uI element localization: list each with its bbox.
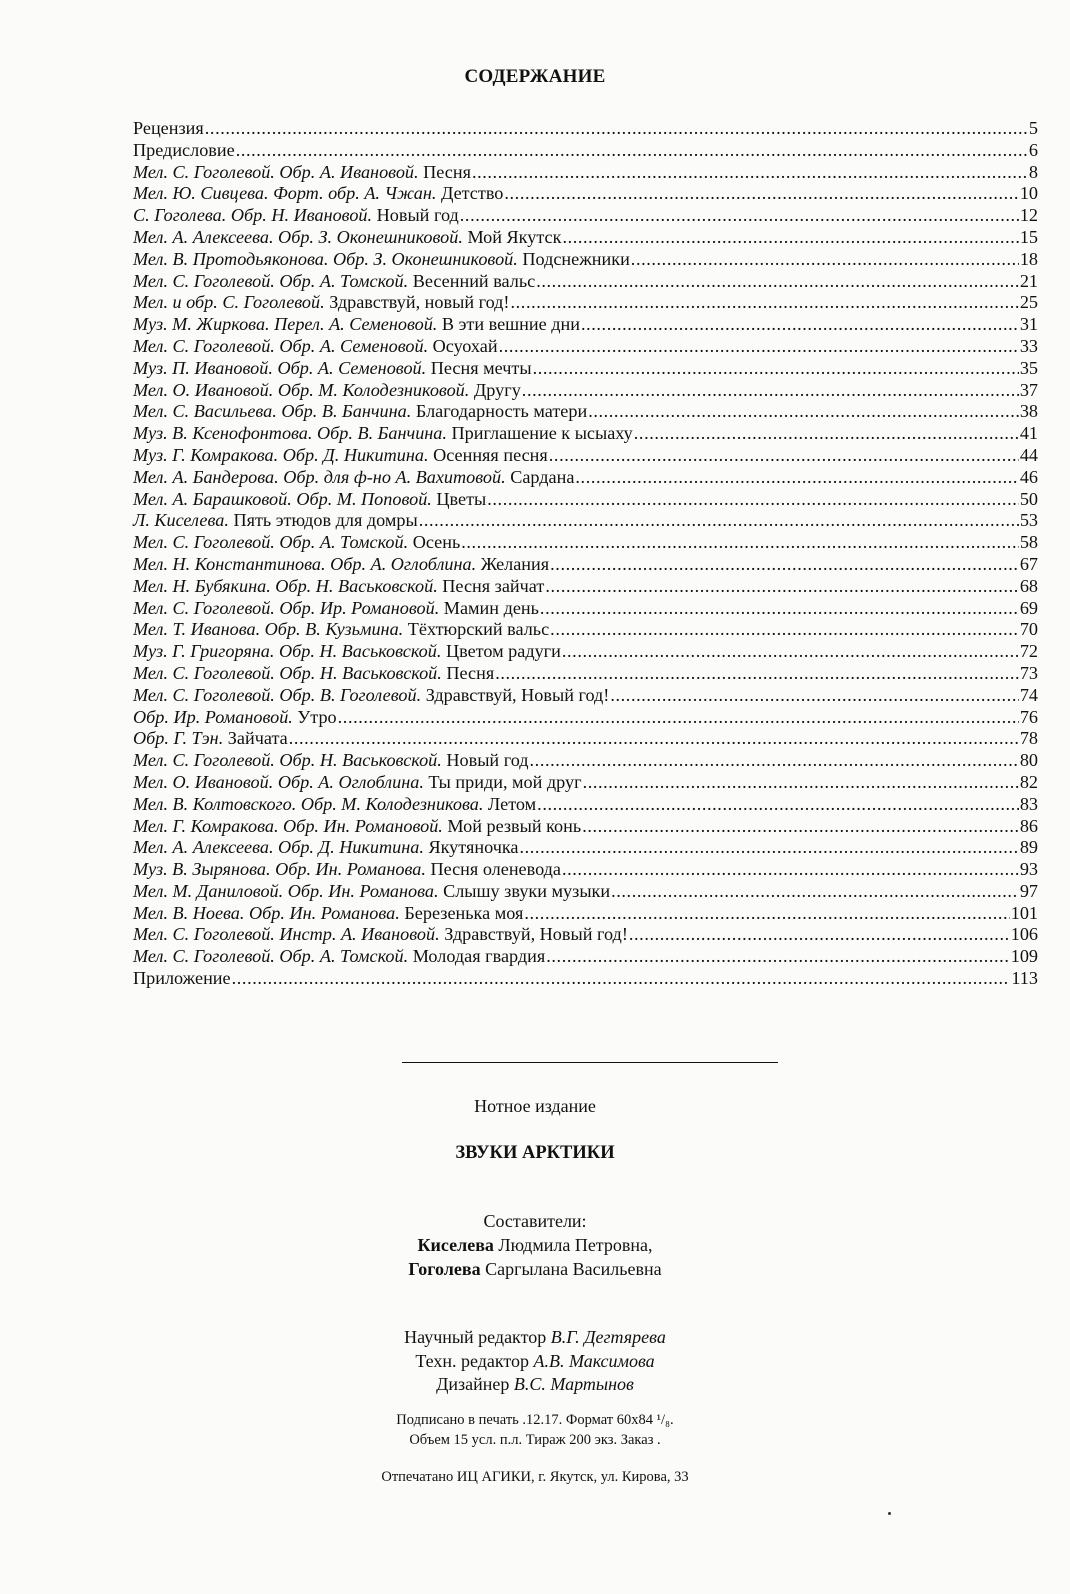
- toc-entry-text: [133, 205, 459, 227]
- toc-entry-text: [133, 292, 510, 314]
- toc-entry: [133, 467, 1038, 489]
- edition-kind: Нотное издание: [474, 1096, 596, 1116]
- toc-page-number: 73: [1019, 662, 1038, 683]
- toc-leader-dots: [511, 292, 1019, 314]
- toc-leader-dots: [610, 685, 1018, 707]
- toc-page-number: 109: [1010, 946, 1038, 967]
- toc-entry-credits: Мел. С. Гоголевой. Обр. А. Ивановой.: [133, 161, 419, 182]
- separator-rule: [402, 1062, 778, 1063]
- toc-page-number: 67: [1019, 553, 1038, 574]
- toc-entry-credits: Мел. С. Васильева. Обр. В. Банчина.: [133, 401, 412, 422]
- toc-entry-title: Весенний вальс: [408, 270, 536, 291]
- toc-entry: [133, 881, 1038, 903]
- toc-entry-title: Молодая гвардия: [408, 946, 546, 967]
- toc-entry-text: [133, 576, 544, 598]
- toc-page-number: 15: [1019, 226, 1038, 247]
- toc-entry-text: [133, 445, 548, 467]
- toc-page-number: 82: [1019, 771, 1038, 792]
- toc-leader-dots: [562, 859, 1019, 881]
- toc-entry-title: Благодарность матери: [411, 401, 588, 422]
- toc-entry-title: Цветом радуги: [441, 641, 561, 662]
- toc-entry: [133, 227, 1038, 249]
- toc-leader-dots: [540, 598, 1019, 620]
- toc-entry-text: [133, 598, 539, 620]
- toc-entry-title: Песня: [418, 161, 471, 182]
- toc-entry: [133, 663, 1038, 685]
- toc-entry-credits: Мел. С. Гоголевой. Обр. А. Томской.: [133, 270, 409, 291]
- toc-leader-dots: [562, 641, 1019, 663]
- toc-leader-dots: [499, 336, 1019, 358]
- toc-entry-title: Мамин день: [439, 597, 539, 618]
- scientific-editor-name: В.Г. Дегтярева: [550, 1327, 666, 1347]
- toc-entry: [133, 554, 1038, 576]
- toc-page-number: 6: [1028, 139, 1038, 160]
- toc-leader-dots: [562, 227, 1018, 249]
- toc-entry-title: Пять этюдов для домры: [228, 510, 418, 531]
- toc-entry-credits: Муз. П. Ивановой. Обр. А. Семеновой.: [133, 357, 427, 378]
- toc-entry-text: [133, 707, 337, 729]
- designer-name: В.С. Мартынов: [513, 1374, 634, 1394]
- toc-entry-credits: Муз. М. Жиркова. Перел. А. Семеновой.: [133, 314, 438, 335]
- volume-line: Объем 15 усл. п.л. Тираж 200 экз. Заказ .: [409, 1432, 661, 1448]
- toc-entry-credits: Мел. С. Гоголевой. Обр. Н. Васьковской.: [133, 750, 442, 771]
- toc-entry: [133, 707, 1038, 729]
- compiler-1: [0, 1235, 1070, 1256]
- toc-entry: [133, 859, 1038, 881]
- toc-entry: [133, 358, 1038, 380]
- toc-entry-text: [133, 467, 574, 489]
- toc-entry: [133, 794, 1038, 816]
- toc-page-number: 8: [1028, 161, 1038, 182]
- toc-leader-dots: [582, 816, 1019, 838]
- toc-entry-text: [133, 881, 610, 903]
- toc-entry-title: Осень: [408, 532, 461, 553]
- technical-editor-name: А.В. Максимова: [533, 1351, 655, 1371]
- toc-page-number: 76: [1019, 706, 1038, 727]
- toc-entry-title: Приглашение к ысыаху: [446, 423, 633, 444]
- toc-entry: [133, 292, 1038, 314]
- toc-entry: [133, 619, 1038, 641]
- toc-leader-dots: [419, 510, 1019, 532]
- toc-entry: [133, 249, 1038, 271]
- toc-entry-text: [133, 728, 288, 750]
- compiler-2: [0, 1259, 1070, 1280]
- toc-entry-credits: Мел. В. Протодьяконова. Обр. З. Оконешниковой.: [133, 248, 518, 269]
- toc-entry-title: Здравствуй, Новый год!: [421, 684, 610, 705]
- toc-entry-text: [133, 859, 561, 881]
- toc-entry-text: [133, 183, 503, 205]
- toc-entry-text: [133, 903, 523, 925]
- toc-page-number: 74: [1019, 684, 1038, 705]
- scientific-editor: [0, 1327, 1070, 1348]
- compiler-2-names: Саргылана Васильевна: [480, 1259, 662, 1279]
- toc-entry-text: [133, 946, 545, 968]
- toc-entry-text: [133, 423, 633, 445]
- toc-leader-dots: [546, 946, 1009, 968]
- toc-entry-title: Здравствуй, новый год!: [324, 292, 510, 313]
- toc-leader-dots: [588, 401, 1019, 423]
- toc-leader-dots: [524, 903, 1009, 925]
- compilers-label: Составители:: [483, 1211, 587, 1231]
- toc-page-number: 33: [1019, 335, 1038, 356]
- toc-entry-text: [133, 118, 204, 140]
- compiler-2-surname: Гоголева: [408, 1259, 481, 1279]
- toc-page-number: 70: [1019, 619, 1038, 640]
- technical-editor: [0, 1351, 1070, 1372]
- toc-entry-text: [133, 685, 609, 707]
- toc-entry: [133, 728, 1038, 750]
- toc-entry-title: Здравствуй, Новый год!: [439, 924, 628, 945]
- toc-entry-credits: Мел. А. Бандерова. Обр. для ф-но А. Вахитовой.: [133, 466, 506, 487]
- toc-entry-credits: Мел. С. Гоголевой. Обр. А. Томской.: [133, 946, 409, 967]
- toc-leader-dots: [472, 162, 1027, 184]
- toc-page-number: 83: [1019, 793, 1038, 814]
- toc-entry-title: Цветы: [431, 488, 487, 509]
- toc-entry-credits: Мел. А. Барашковой. Обр. М. Поповой.: [133, 488, 432, 509]
- toc-entry-text: [133, 271, 535, 293]
- toc-entry-credits: Мел. О. Ивановой. Обр. А. Оглоблина.: [133, 771, 424, 792]
- printed-by-line: Отпечатано ИЦ АГИКИ, г. Якутск, ул. Кирова, 33: [381, 1469, 689, 1485]
- toc-entry-credits: Муз. В. Ксенофонтова. Обр. В. Банчина.: [133, 423, 447, 444]
- toc-page-number: 89: [1019, 837, 1038, 858]
- toc-entry-credits: Муз. Г. Комракова. Обр. Д. Никитина.: [133, 444, 429, 465]
- toc-entry-credits: Обр. Ир. Романовой.: [133, 706, 293, 727]
- scientific-editor-label: Научный редактор: [404, 1327, 551, 1347]
- toc-entry-text: [133, 772, 582, 794]
- toc-leader-dots: [519, 837, 1018, 859]
- toc-entry-credits: Мел. М. Даниловой. Обр. Ин. Романова.: [133, 880, 439, 901]
- toc-entry-text: [133, 641, 561, 663]
- toc-entry: [133, 489, 1038, 511]
- toc-entry-title: Предисловие: [133, 139, 235, 160]
- toc-page-number: 53: [1019, 510, 1038, 531]
- toc-entry: [133, 968, 1038, 990]
- toc-page-number: 93: [1019, 859, 1038, 880]
- toc-page-number: 78: [1019, 728, 1038, 749]
- toc-page-number: 72: [1019, 641, 1038, 662]
- toc-entry: [133, 423, 1038, 445]
- toc-entry-text: [133, 619, 549, 641]
- toc-entry-credits: Мел. Н. Константинова. Обр. А. Оглоблина.: [133, 553, 477, 574]
- toc-page-number: 5: [1028, 118, 1038, 138]
- toc-entry-title: Подснежники: [517, 248, 630, 269]
- toc-entry-text: [133, 227, 561, 249]
- toc-entry-title: Песня зайчат: [437, 575, 545, 596]
- toc-entry: [133, 924, 1038, 946]
- toc-entry-title: Ты приди, мой друг: [423, 771, 582, 792]
- toc-page-number: 41: [1019, 423, 1038, 444]
- toc-leader-dots: [205, 118, 1027, 140]
- toc-entry-title: Рецензия: [133, 118, 204, 138]
- toc-entry-title: Детство: [436, 183, 504, 204]
- toc-entry-title: Песня оленевода: [425, 859, 561, 880]
- toc-page-number: 58: [1019, 532, 1038, 553]
- toc-leader-dots: [629, 924, 1010, 946]
- toc-leader-dots: [550, 554, 1019, 576]
- toc-page-number: 86: [1019, 815, 1038, 836]
- toc-entry-credits: Муз. Г. Григоряна. Обр. Н. Васьковской.: [133, 641, 442, 662]
- toc-leader-dots: [549, 445, 1019, 467]
- toc-entry-title: Тёхтюрский вальс: [403, 619, 550, 640]
- toc-entry: [133, 837, 1038, 859]
- toc-entry-text: [133, 510, 418, 532]
- toc-leader-dots: [631, 249, 1019, 271]
- toc-entry-title: Приложение: [133, 968, 231, 989]
- toc-entry-credits: Мел. С. Гоголевой. Обр. Н. Васьковской.: [133, 662, 442, 683]
- table-of-contents: [133, 118, 1038, 990]
- toc-entry-text: [133, 816, 581, 838]
- toc-entry-title: Желания: [476, 553, 550, 574]
- toc-entry: [133, 903, 1038, 925]
- designer-label: Дизайнер: [436, 1374, 514, 1394]
- toc-entry-text: [133, 663, 494, 685]
- toc-page-number: 37: [1019, 379, 1038, 400]
- toc-entry-text: [133, 554, 549, 576]
- toc-leader-dots: [461, 532, 1019, 554]
- toc-entry-title: Песня: [441, 662, 495, 683]
- toc-entry-text: [133, 140, 235, 162]
- toc-leader-dots: [530, 750, 1019, 772]
- book-title: ЗВУКИ АРКТИКИ: [455, 1143, 615, 1163]
- toc-entry-credits: Мел. А. Алексеева. Обр. Д. Никитина.: [133, 837, 424, 858]
- toc-entry-text: [133, 358, 532, 380]
- toc-entry: [133, 532, 1038, 554]
- contents-title: СОДЕРЖАНИЕ: [464, 66, 606, 87]
- toc-entry: [133, 641, 1038, 663]
- toc-leader-dots: [460, 205, 1019, 227]
- toc-entry-credits: Мел. С. Гоголевой. Обр. В. Гоголевой.: [133, 684, 422, 705]
- toc-entry-credits: Мел. Г. Комракова. Обр. Ин. Романовой.: [133, 815, 443, 836]
- toc-page-number: 101: [1010, 902, 1038, 923]
- toc-leader-dots: [232, 968, 1011, 990]
- toc-leader-dots: [536, 271, 1019, 293]
- toc-entry-text: [133, 489, 486, 511]
- toc-page-number: 21: [1019, 270, 1038, 291]
- toc-entry-credits: Мел. В. Ноева. Обр. Ин. Романова.: [133, 902, 400, 923]
- toc-entry: [133, 816, 1038, 838]
- toc-entry-text: [133, 924, 628, 946]
- toc-entry-text: [133, 401, 587, 423]
- toc-entry: [133, 314, 1038, 336]
- toc-entry-credits: Мел. Ю. Сивцева. Форт. обр. А. Чжан.: [133, 183, 437, 204]
- toc-leader-dots: [583, 772, 1019, 794]
- toc-entry-title: Якутяночка: [423, 837, 519, 858]
- toc-entry-credits: Мел. Н. Бубякина. Обр. Н. Васьковской.: [133, 575, 438, 596]
- toc-leader-dots: [550, 619, 1019, 641]
- toc-page-number: 12: [1019, 205, 1038, 226]
- toc-entry-credits: Мел. С. Гоголевой. Обр. Ир. Романовой.: [133, 597, 440, 618]
- toc-entry-text: [133, 314, 580, 336]
- compiler-1-surname: Киселева: [417, 1235, 494, 1255]
- toc-page-number: 35: [1019, 357, 1038, 378]
- toc-page-number: 68: [1019, 575, 1038, 596]
- toc-entry-text: [133, 837, 518, 859]
- toc-leader-dots: [537, 794, 1019, 816]
- toc-entry-text: [133, 162, 471, 184]
- toc-entry-credits: Л. Киселева.: [133, 510, 229, 531]
- toc-entry-title: Слышу звуки музыки: [438, 880, 611, 901]
- toc-entry-title: Мой Якутск: [462, 226, 562, 247]
- toc-entry-text: [133, 968, 231, 990]
- technical-editor-label: Техн. редактор: [415, 1351, 534, 1371]
- toc-entry: [133, 750, 1038, 772]
- toc-leader-dots: [581, 314, 1019, 336]
- toc-entry: [133, 118, 1038, 140]
- toc-entry-text: [133, 249, 630, 271]
- toc-entry-text: [133, 380, 521, 402]
- signed-to-print-line: Подписано в печать .12.17. Формат 60х84 ¹/₈.: [396, 1412, 674, 1428]
- toc-leader-dots: [487, 489, 1019, 511]
- toc-entry-credits: Муз. В. Зырянова. Обр. Ин. Романова.: [133, 859, 426, 880]
- toc-entry: [133, 401, 1038, 423]
- toc-page-number: 69: [1019, 597, 1038, 618]
- toc-entry-title: Зайчата: [223, 728, 288, 749]
- toc-entry-credits: Мел. О. Ивановой. Обр. М. Колодезниковой.: [133, 379, 470, 400]
- toc-page-number: 46: [1019, 466, 1038, 487]
- toc-page-number: 113: [1011, 968, 1038, 989]
- toc-leader-dots: [289, 728, 1019, 750]
- toc-entry: [133, 271, 1038, 293]
- toc-entry-credits: Мел. Т. Иванова. Обр. В. Кузьмина.: [133, 619, 404, 640]
- toc-entry: [133, 510, 1038, 532]
- toc-page-number: 44: [1019, 444, 1038, 465]
- toc-entry: [133, 598, 1038, 620]
- toc-page-number: 18: [1019, 248, 1038, 269]
- toc-entry: [133, 445, 1038, 467]
- toc-entry-title: Осенняя песня: [428, 444, 548, 465]
- toc-entry-title: Новый год: [441, 750, 529, 771]
- toc-entry-text: [133, 794, 536, 816]
- toc-page-number: 38: [1019, 401, 1038, 422]
- toc-entry: [133, 685, 1038, 707]
- toc-entry-title: Осуохай: [428, 335, 498, 356]
- toc-leader-dots: [545, 576, 1018, 598]
- toc-entry-title: Новый год: [372, 205, 459, 226]
- toc-entry-credits: С. Гоголева. Обр. Н. Ивановой.: [133, 205, 373, 226]
- toc-page-number: 106: [1010, 924, 1038, 945]
- compiler-1-names: Людмила Петровна,: [493, 1235, 653, 1255]
- toc-entry: [133, 140, 1038, 162]
- toc-entry-text: [133, 532, 460, 554]
- designer: [0, 1374, 1070, 1395]
- toc-leader-dots: [504, 183, 1018, 205]
- toc-page-number: 31: [1019, 314, 1038, 335]
- toc-leader-dots: [575, 467, 1018, 489]
- toc-page-number: 10: [1019, 183, 1038, 204]
- toc-entry-title: Летом: [483, 793, 537, 814]
- toc-entry: [133, 205, 1038, 227]
- toc-entry-title: Мой резвый конь: [442, 815, 582, 836]
- toc-entry-title: Другу: [469, 379, 521, 400]
- toc-entry-credits: Мел. В. Колтовского. Обр. М. Колодезникова.: [133, 793, 484, 814]
- toc-page-number: 50: [1019, 488, 1038, 509]
- toc-leader-dots: [611, 881, 1019, 903]
- toc-page-number: 97: [1019, 880, 1038, 901]
- toc-entry: [133, 380, 1038, 402]
- toc-page-number: 80: [1019, 750, 1038, 771]
- toc-page-number: 25: [1019, 292, 1038, 313]
- toc-entry-credits: Мел. и обр. С. Гоголевой.: [133, 292, 325, 313]
- toc-entry-title: Песня мечты: [426, 357, 532, 378]
- toc-leader-dots: [522, 380, 1019, 402]
- toc-entry-credits: Обр. Г. Тэн.: [133, 728, 224, 749]
- toc-entry-credits: Мел. С. Гоголевой. Обр. А. Семеновой.: [133, 335, 429, 356]
- toc-leader-dots: [338, 707, 1019, 729]
- toc-entry: [133, 162, 1038, 184]
- toc-leader-dots: [236, 140, 1027, 162]
- toc-entry-title: Сардана: [505, 466, 575, 487]
- toc-entry-credits: Мел. А. Алексеева. Обр. З. Оконешниковой.: [133, 226, 463, 247]
- toc-entry: [133, 576, 1038, 598]
- toc-entry-credits: Мел. С. Гоголевой. Инстр. А. Ивановой.: [133, 924, 440, 945]
- toc-entry: [133, 772, 1038, 794]
- toc-entry-title: В эти вешние дни: [437, 314, 580, 335]
- toc-leader-dots: [634, 423, 1019, 445]
- toc-entry: [133, 946, 1038, 968]
- toc-entry-text: [133, 750, 529, 772]
- toc-entry-title: Утро: [292, 706, 337, 727]
- toc-entry-title: Березенька моя: [399, 902, 524, 923]
- toc-entry: [133, 336, 1038, 358]
- toc-leader-dots: [533, 358, 1019, 380]
- toc-leader-dots: [495, 663, 1019, 685]
- toc-entry-credits: Мел. С. Гоголевой. Обр. А. Томской.: [133, 532, 409, 553]
- toc-entry: [133, 183, 1038, 205]
- toc-entry-text: [133, 336, 498, 358]
- print-speck: [888, 1512, 891, 1515]
